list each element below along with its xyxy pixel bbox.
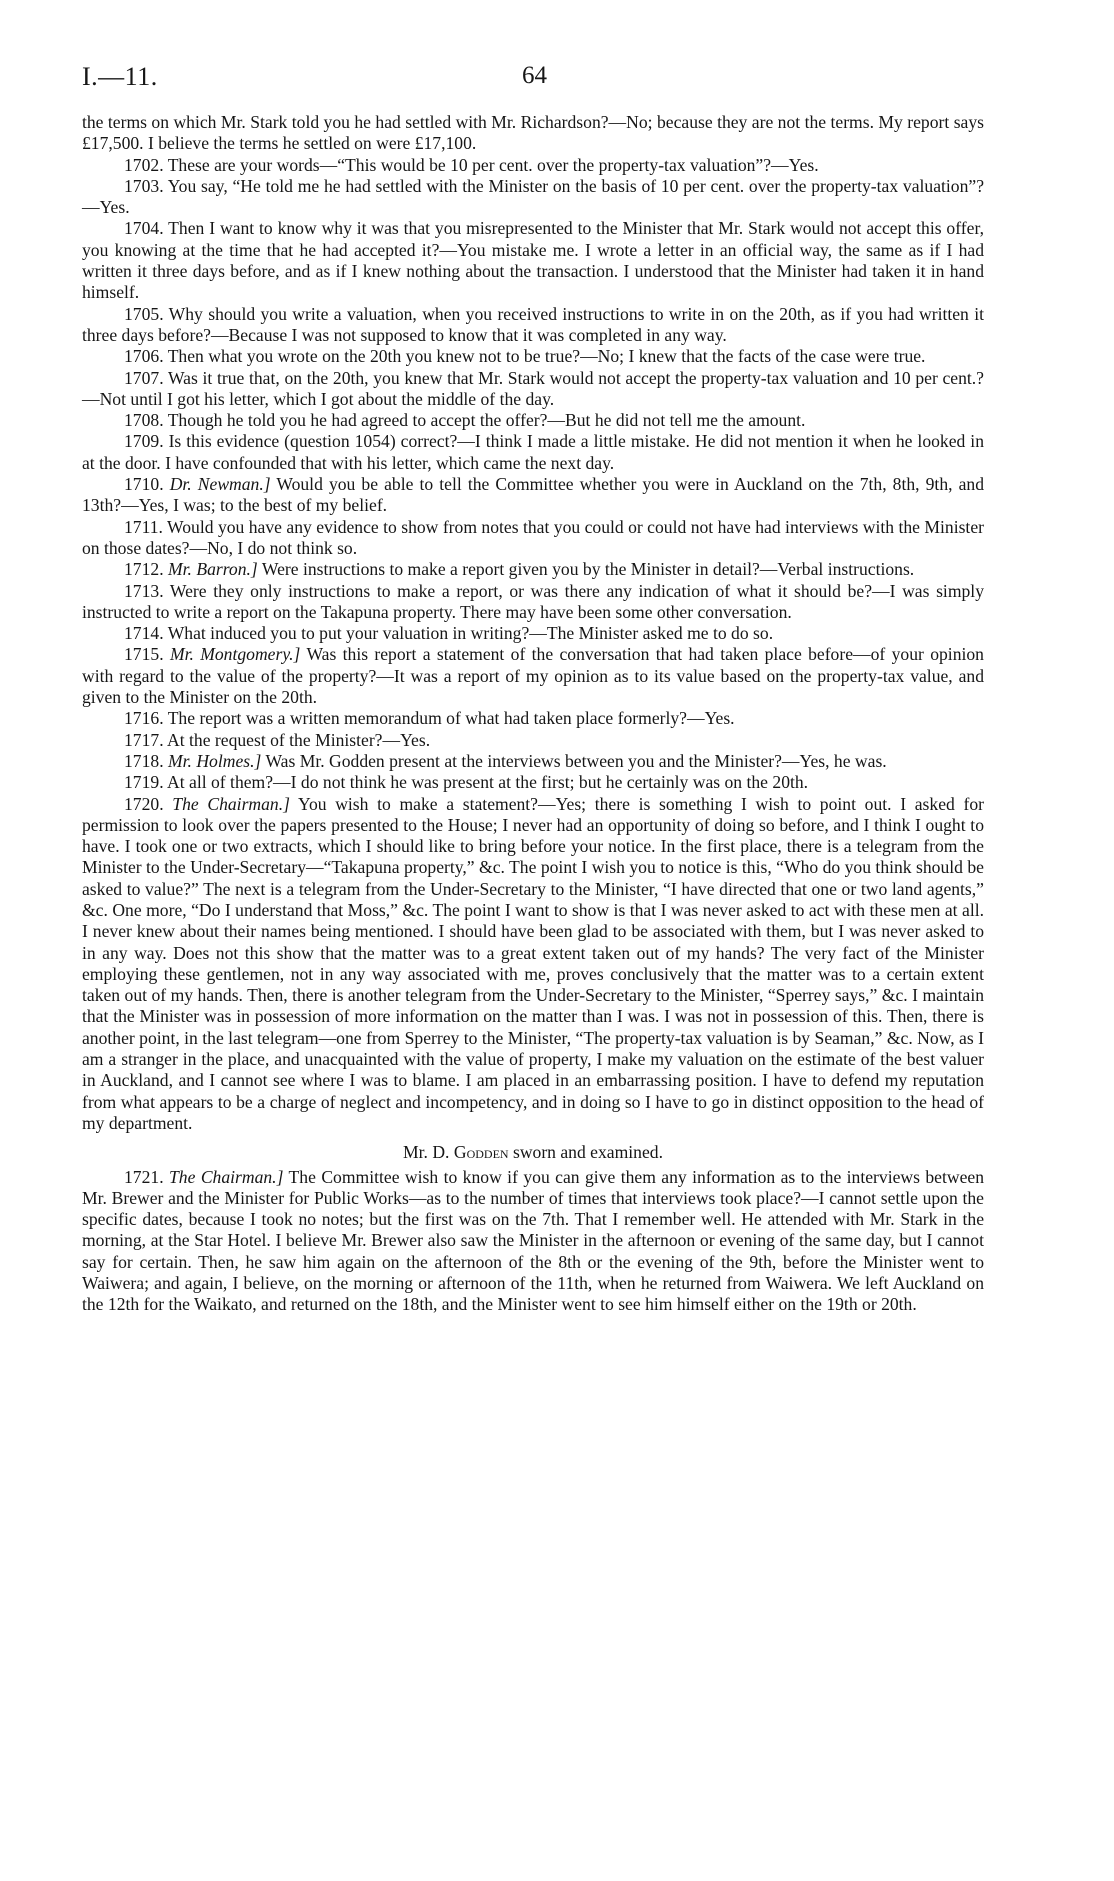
question-number: 1720. bbox=[124, 793, 164, 814]
evidence-paragraph bbox=[82, 474, 984, 517]
question-number: 1721. bbox=[124, 1166, 164, 1187]
question-number: 1713. bbox=[124, 580, 164, 601]
page-header bbox=[82, 52, 984, 112]
question-number: 1709. bbox=[124, 431, 164, 452]
evidence-paragraph bbox=[82, 751, 984, 772]
evidence-paragraph bbox=[82, 623, 984, 644]
question-number: 1708. bbox=[124, 410, 164, 431]
paragraph-text: Were instructions to make a report given you by the Minister in detail?—Verbal instructions. bbox=[261, 559, 915, 580]
paragraph-text: What induced you to put your valuation in writing?—The Minister asked me to do so. bbox=[167, 623, 774, 644]
speaker-name: The Chairman.] bbox=[169, 1166, 284, 1187]
evidence-paragraph bbox=[82, 644, 984, 708]
paragraph-text: Though he told you he had agreed to accept the offer?—But he did not tell me the amount. bbox=[167, 410, 806, 431]
question-number: 1705. bbox=[124, 303, 164, 324]
question-number: 1716. bbox=[124, 708, 164, 729]
paragraph-text: You wish to make a statement?—Yes; there is something I wish to point out. I asked for permission to look over the papers presented to the House; I never had an opportunity of doing so before, and I think I ought to have. I took one or two extracts, which I should like to bring before your notice. In the first place, there is a telegram from the Minister to the Under-Secretary—“Takapuna property,” &c. The point I wish you to notice is this, “Who do you think should be asked to value?” The next is a telegram from the Under-Secretary to the Minister, “I have directed that one or two land agents,” &c. One more, “Do I understand that Moss,” &c. The point I want to show is that I was never asked to act with these men at all. I never knew about their names being mentioned. I should have been glad to be associated with them, but I was never asked to in any way. Does not this show that the matter was to a great extent taken out of my hands? The very fact of the Minister employing these gentlemen, not in any way associated with me, proves conclusively that the matter was to a certain extent taken out of my hands. Then, there is another telegram from the Under-Secretary to the Minister, “Sperrey says,” &c. I maintain that the Minister was in possession of more information on the matter than I was. I was not in possession of this. Then, there is another point, in the last telegram—one from Sperrey to the Minister, “The property-tax valuation is by Seaman,” &c. Now, as I am a stranger in the place, and unacquainted with the value of property, I make my valuation on the estimate of the best valuer in Auckland, and I cannot see where I was to blame. I am placed in an embarrassing position. I have to defend my reputation from what appears to be a charge of neglect and incompetency, and in doing so I have to go in distinct opposition to the head of my department. bbox=[82, 793, 985, 1133]
paragraph-text: Would you be able to tell the Committee whether you were in Auckland on the 7th, 8th, 9th, and 13th?—Yes, I was; to the best of my belief. bbox=[82, 474, 985, 516]
speaker-name: Mr. Holmes.] bbox=[168, 750, 262, 771]
speaker-name: The Chairman.] bbox=[172, 793, 290, 814]
question-number: 1703. bbox=[124, 175, 164, 196]
witness-suffix: sworn and examined. bbox=[512, 1142, 663, 1163]
paragraph-text: Was this report a statement of the conversation that had taken place before—of your opinion with regard to the value of the property?—It was a report of my opinion as to its value based on the property-tax value, and given to the Minister on the 20th. bbox=[82, 644, 984, 708]
evidence-paragraph bbox=[82, 581, 984, 624]
question-number: 1715. bbox=[124, 644, 164, 665]
evidence-paragraph bbox=[82, 559, 984, 580]
evidence-paragraph bbox=[82, 218, 984, 303]
body-text bbox=[82, 112, 984, 1316]
evidence-paragraph bbox=[82, 772, 984, 793]
section-heading bbox=[82, 1142, 984, 1163]
speaker-name: Mr. Montgomery.] bbox=[169, 644, 301, 665]
evidence-paragraph bbox=[82, 794, 984, 1135]
paragraph-text: Were they only instructions to make a report, or was there any indication of what it should be?—I was simply instructed to write a report on the Takapuna property. There may have been some other conversation. bbox=[82, 580, 984, 622]
evidence-paragraph bbox=[82, 517, 984, 560]
evidence-paragraph bbox=[82, 304, 984, 347]
speaker-name: Dr. Newman.] bbox=[169, 474, 271, 495]
evidence-paragraph bbox=[82, 431, 984, 474]
speaker-name: Mr. Barron.] bbox=[168, 559, 258, 580]
paragraph-text: At the request of the Minister?—Yes. bbox=[167, 729, 431, 750]
evidence-paragraph bbox=[82, 155, 984, 176]
evidence-before-section bbox=[82, 112, 984, 1134]
question-number: 1702. bbox=[124, 154, 164, 175]
question-number: 1712. bbox=[124, 559, 164, 580]
paragraph-text: Then I want to know why it was that you misrepresented to the Minister that Mr. Stark would not accept this offer, you knowing at the time that he had accepted it?—You mistake me. I wrote a letter in an official way, the same as if I had written it three days before, and as if I knew nothing about the transaction. I understood that the Minister had taken it in hand himself. bbox=[82, 218, 984, 303]
document-reference: I.—11. bbox=[82, 62, 158, 91]
question-number: 1719. bbox=[124, 772, 164, 793]
question-number: 1718. bbox=[124, 750, 164, 771]
paragraph-text: The report was a written memorandum of what had taken place formerly?—Yes. bbox=[167, 708, 735, 729]
paragraph-text: the terms on which Mr. Stark told you he had settled with Mr. Richardson?—No; because they are not the terms. My report says £17,500. I believe the terms he settled on were £17,100. bbox=[82, 112, 984, 154]
paragraph-text: You say, “He told me he had settled with the Minister on the basis of 10 per cent. over the property-tax valuation”?—Yes. bbox=[82, 175, 985, 218]
evidence-paragraph bbox=[82, 1167, 984, 1316]
evidence-paragraph bbox=[82, 346, 984, 367]
question-number: 1706. bbox=[124, 346, 164, 367]
evidence-after-section bbox=[82, 1167, 984, 1316]
paragraph-text: Would you have any evidence to show from notes that you could or could not have had interviews with the Minister on those dates?—No, I do not think so. bbox=[82, 516, 984, 558]
question-number: 1714. bbox=[124, 623, 164, 644]
paragraph-text: The Committee wish to know if you can give them any information as to the interviews between Mr. Brewer and the Minister for Public Works—as to the number of times that interviews took place?—I cannot settle upon the specific dates, because I took no notes; but the first was on the 7th. That I remember well. He attended with Mr. Stark in the morning, at the Star Hotel. I believe Mr. Brewer also saw the Minister in the afternoon or evening of the same day, but I cannot say for certain. Then, he saw him again on the afternoon of the 8th or the evening of the 9th, before the Minister went to Waiwera; and again, I believe, on the morning or afternoon of the 11th, when he returned from Waiwera. We left Auckland on the 12th for the Waikato, and returned on the 18th, and the Minister went to see him himself either on the 19th or 20th. bbox=[82, 1166, 984, 1315]
question-number: 1704. bbox=[124, 218, 164, 239]
paragraph-text: Was it true that, on the 20th, you knew that Mr. Stark would not accept the property-tax valuation and 10 per cent.?—Not until I got his letter, which I got about the middle of the day. bbox=[82, 367, 984, 409]
evidence-paragraph bbox=[82, 730, 984, 751]
witness-name: Godden bbox=[453, 1142, 509, 1163]
witness-prefix: Mr. D. bbox=[403, 1142, 450, 1163]
page-number: 64 bbox=[522, 62, 547, 89]
paragraph-text: Was Mr. Godden present at the interviews between you and the Minister?—Yes, he was. bbox=[265, 750, 887, 771]
question-number: 1717. bbox=[124, 729, 164, 750]
question-number: 1707. bbox=[124, 367, 164, 388]
paragraph-text: Then what you wrote on the 20th you knew not to be true?—No; I knew that the facts of the case were true. bbox=[167, 346, 926, 367]
question-number: 1710. bbox=[124, 474, 164, 495]
paragraph-text: At all of them?—I do not think he was present at the first; but he certainly was on the 20th. bbox=[167, 772, 809, 793]
paragraph-text: Is this evidence (question 1054) correct?—I think I made a little mistake. He did not mention it when he looked in at the door. I have confounded that with his letter, which came the next day. bbox=[82, 431, 984, 473]
evidence-paragraph bbox=[82, 112, 984, 155]
evidence-paragraph bbox=[82, 368, 984, 411]
evidence-paragraph bbox=[82, 410, 984, 431]
evidence-paragraph bbox=[82, 176, 984, 219]
paragraph-text: These are your words—“This would be 10 per cent. over the property-tax valuation”?—Yes. bbox=[167, 154, 819, 175]
question-number: 1711. bbox=[124, 516, 163, 537]
paragraph-text: Why should you write a valuation, when you received instructions to write in on the 20th, as if you had written it three days before?—Because I was not supposed to know that it was completed in any way. bbox=[82, 303, 984, 345]
evidence-paragraph bbox=[82, 708, 984, 729]
